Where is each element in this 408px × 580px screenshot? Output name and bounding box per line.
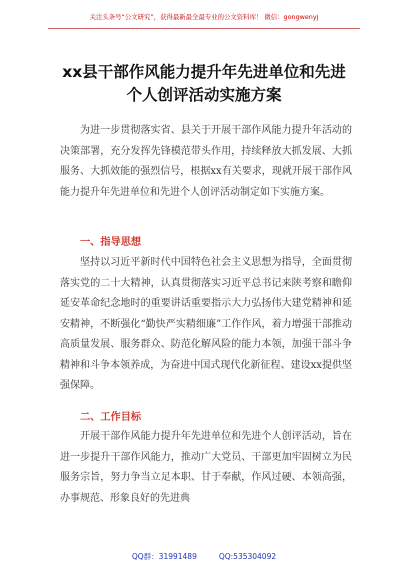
title-line-2: 个人创评活动实施方案: [126, 86, 282, 104]
promo-banner: 关注头条号“公文研究”，获得最新最全最专业的公文资料库！ 微信：gongwenyj: [48, 6, 360, 29]
footer-qq: QQ:535304092: [218, 552, 277, 561]
page-footer: [0, 551, 408, 562]
intro-paragraph: 为进一步贯彻落实省、县关于开展干部作风能力提升年活动的决策部署，充分发挥先锋模范带头作用，持续释放大抓发展、大抓服务、大抓效能的强烈信号，根据xx有关要求，现就开展干部作风能力提升年先进单位和先进个人创评活动制定如下实施方案。: [60, 125, 352, 198]
document-title: [40, 61, 368, 107]
title-line-1: xx县干部作风能力提升年先进单位和先进: [62, 63, 346, 81]
guiding-ideology-paragraph: 坚持以习近平新时代中国特色社会主义思想为指导，全面贯彻落实党的二十大精神，认真贯彻落实习近平总书记来陕考察和瞻仰延安革命纪念地时的重要讲话重要指示大力弘扬伟大建党精神和延安精神，不断强化“勤快严实精细廉”工作作风，着力增强干部推动高质量发展、服务群众、防范化解风险的能力本领，加强干部斗争精神和斗争本领养成，为奋进中国式现代化新征程、建设xx提供坚强保障。: [60, 257, 352, 391]
section-heading-work-goals: 二、工作目标: [80, 412, 142, 423]
footer-qq-group: QQ群：31991489: [131, 552, 197, 561]
work-goals-paragraph: 开展干部作风能力提升年先进单位和先进个人创评活动，旨在进一步提升干部作风能力，推动广大党员、干部更加牢固树立为民服务宗旨，努力争当立足本职、甘于奉献，作风过硬、本领高强，办事规范、形象良好的先进典: [60, 431, 352, 504]
section-heading-guiding-ideology: 一、指导思想: [80, 237, 142, 248]
